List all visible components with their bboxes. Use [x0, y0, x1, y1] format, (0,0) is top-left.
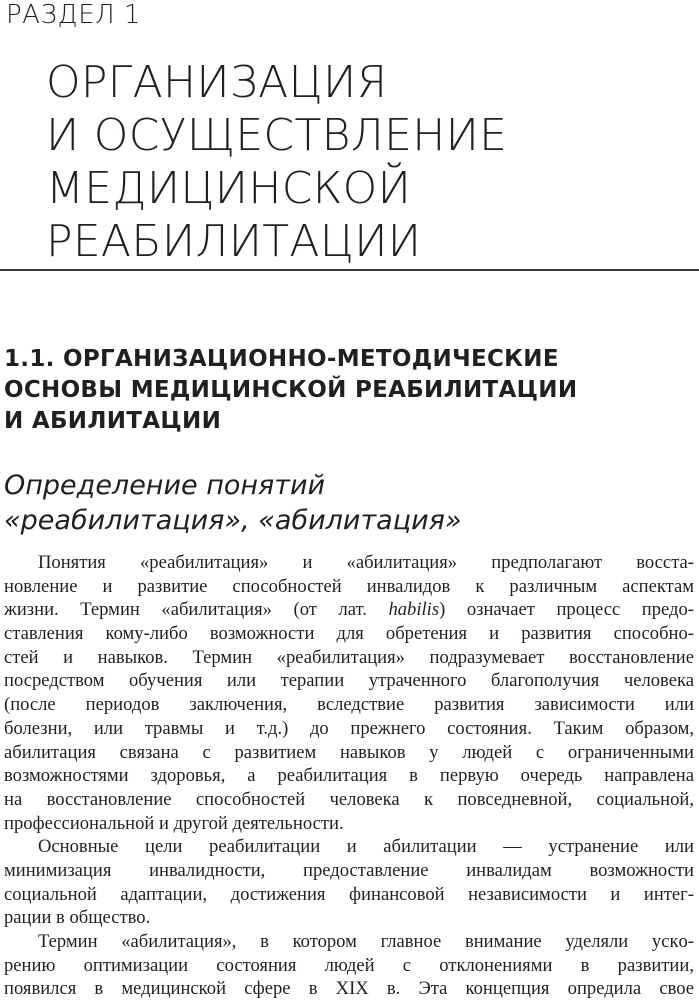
- body-text-line: Основные цели реабилитации и абилитации — устранение или: [38, 836, 694, 858]
- subheading: [4, 468, 694, 538]
- body-text-line: социальной адаптации, достижения финансовой независимости и интег-: [4, 883, 694, 905]
- body-text-line: возможностями здоровья, а реабилитация в первую очередь направлена: [4, 765, 694, 787]
- chapter-title-line: И ОСУЩЕСТВЛЕНИЕ: [46, 110, 508, 161]
- chapter-title-line: МЕДИЦИНСКОЙ: [46, 163, 412, 214]
- chapter-title-line: РЕАБИЛИТАЦИИ: [46, 216, 422, 267]
- section-label: РАЗДЕЛ 1: [6, 0, 141, 30]
- body-text-line: рению оптимизации состояния людей с отклонениями в развитии,: [4, 954, 694, 976]
- body-text-line: ставления кому-либо возможности для обретения и развития способно-: [4, 623, 694, 645]
- latin-term: habilis: [388, 599, 440, 621]
- section-heading-line: 1.1. ОРГАНИЗАЦИОННО-МЕТОДИЧЕСКИЕ: [4, 346, 559, 372]
- body-text-line: новление и развитие способностей инвалидов к различным аспектам: [4, 575, 694, 597]
- body-text-line: абилитация связана с развитием навыков у людей с ограниченными: [4, 741, 694, 763]
- body-text-line: посредством обучения или терапии утраченного благополучия человека: [4, 670, 694, 692]
- body-text-line: болезни, или травмы и т.д.) до прежнего состояния. Таким образом,: [4, 717, 694, 739]
- body-text-line: рации в общество.: [4, 907, 151, 929]
- body-text-line: появился в медицинской сфере в XIX в. Эта концепция опредилa свое: [4, 978, 694, 1000]
- body-text-line: стей и навыков. Термин «реабилитация» подразумевает восстановление: [4, 646, 694, 668]
- body-text-line: Понятия «реабилитация» и «абилитация» предполагают восста-: [38, 552, 694, 573]
- body-text-line: (после периодов заключения, вследствие развития зависимости или: [4, 694, 694, 716]
- section-heading-line: И АБИЛИТАЦИИ: [4, 408, 222, 434]
- section-heading: [4, 344, 694, 437]
- chapter-title-line: ОРГАНИЗАЦИЯ: [46, 57, 388, 108]
- body-text-line: на восстановление способностей человека к повседневной, социальной,: [4, 788, 694, 810]
- body-text-line: Термин «абилитация», в котором главное внимание уделяли ускo-: [38, 931, 694, 952]
- chapter-title: [46, 56, 686, 268]
- body-text-line: минимизация инвалидности, предоставление инвалидам возможности: [4, 859, 694, 881]
- body-text: [4, 551, 694, 1001]
- body-text-line: жизни. Термин «абилитация» (от лат. habilis) означает процесс предо-: [4, 599, 694, 621]
- body-text-line: профессиональной и другой деятельности.: [4, 812, 344, 834]
- title-divider: [0, 269, 699, 271]
- section-heading-line: ОСНОВЫ МЕДИЦИНСКОЙ РЕАБИЛИТАЦИИ: [4, 377, 578, 403]
- subheading-line: Определение понятий: [4, 470, 326, 501]
- subheading-line: «реабилитация», «абилитация»: [4, 505, 462, 536]
